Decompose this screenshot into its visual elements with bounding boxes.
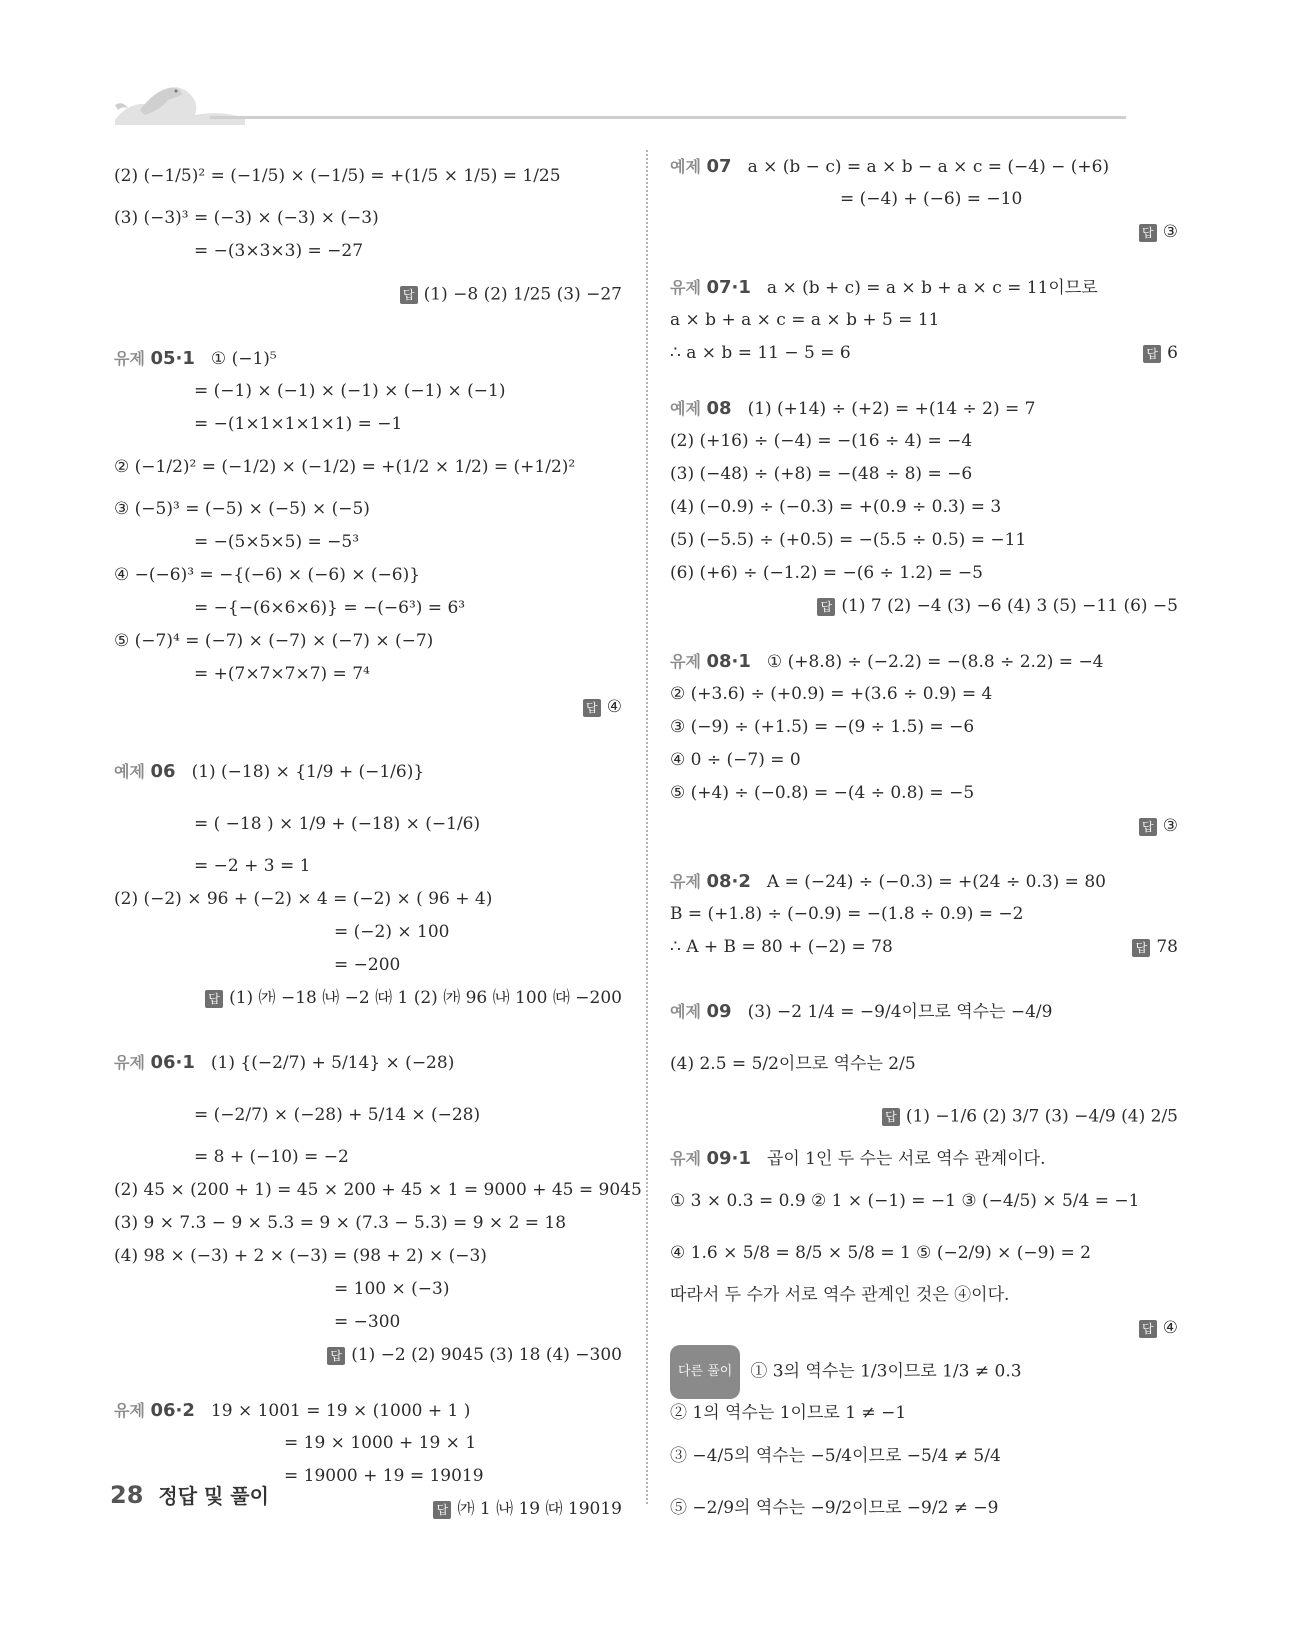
answer-line — [114, 691, 622, 724]
solution-line — [114, 1089, 622, 1141]
spacer — [670, 964, 1178, 986]
solution-line — [670, 392, 1178, 425]
answer-text: ④ — [606, 697, 622, 717]
answer — [1139, 216, 1178, 249]
math-text: (2) (−2) × 96 + (−2) × 4 = (−2) × ( 96 + 4) — [114, 889, 493, 909]
math-text: 19 × 1001 = 19 × (1000 + 1 ) — [210, 1401, 471, 1421]
solution-line — [670, 458, 1178, 491]
problem-label — [670, 1002, 732, 1021]
answer-line — [114, 982, 622, 1015]
math-text: = −{−(6×6×6)} = −(−6³) = 6³ — [194, 598, 466, 618]
solution-line — [114, 493, 622, 526]
solution-line — [114, 949, 622, 982]
solution-line — [114, 150, 622, 202]
solution-line — [670, 986, 1178, 1038]
answer — [1132, 931, 1178, 964]
solution-line — [670, 183, 1178, 216]
math-text: = −2 + 3 = 1 — [194, 856, 311, 876]
answer-mark-icon: 답 — [1139, 224, 1157, 242]
math-text: ① 3의 역수는 1/3이므로 1/3 ≠ 0.3 — [750, 1361, 1022, 1382]
solution-line — [670, 271, 1178, 304]
answer — [205, 982, 622, 1015]
answer-mark-icon: 답 — [433, 1501, 451, 1519]
solution-line — [670, 711, 1178, 744]
math-text: = +(7×7×7×7) = 7⁴ — [194, 664, 370, 684]
solution-line — [670, 865, 1178, 898]
answer-text: (1) −1/6 (2) 3/7 (3) −4/9 (4) 2/5 — [905, 1106, 1178, 1127]
math-text: ⑤ (+4) ÷ (−0.8) = −(4 ÷ 0.8) = −5 — [670, 783, 975, 803]
spacer — [670, 843, 1178, 865]
problem-type: 유제 — [670, 872, 701, 891]
math-text: ② (−1/2)² = (−1/2) × (−1/2) = +(1/2 × 1/2) = (+1/2)² — [114, 457, 576, 477]
answer-mark-icon: 답 — [400, 286, 418, 304]
problem-type: 유제 — [114, 1401, 145, 1420]
answer-text: (1) −2 (2) 9045 (3) 18 (4) −300 — [351, 1345, 622, 1365]
math-text: B = (+1.8) ÷ (−0.9) = −(1.8 ÷ 0.9) = −2 — [670, 904, 1024, 924]
solution-line — [114, 375, 622, 408]
answer-text: (1) ㈎ −18 ㈏ −2 ㈐ 1 (2) ㈎ 96 ㈏ 100 ㈐ −200 — [229, 988, 622, 1008]
math-text: 따라서 두 수가 서로 역수 관계인 것은 ④이다. — [670, 1285, 1010, 1305]
problem-type: 유제 — [114, 349, 145, 368]
math-text: ③ (−9) ÷ (+1.5) = −(9 ÷ 1.5) = −6 — [670, 717, 975, 737]
math-text: (6) (+6) ÷ (−1.2) = −(6 ÷ 1.2) = −5 — [670, 563, 983, 583]
math-text: ① (+8.8) ÷ (−2.2) = −(8.8 ÷ 2.2) = −4 — [766, 652, 1104, 672]
answer-mark-icon: 답 — [817, 598, 835, 616]
solution-line — [114, 1427, 622, 1460]
solution-line — [114, 1207, 622, 1240]
answer-text: 78 — [1156, 937, 1178, 957]
math-text: = 100 × (−3) — [334, 1279, 450, 1299]
math-text: (2) (+16) ÷ (−4) = −(16 ÷ 4) = −4 — [670, 431, 973, 451]
solution-line — [670, 931, 1178, 964]
answer — [583, 691, 622, 724]
problem-label — [670, 1149, 751, 1168]
math-text: (1) (+14) ÷ (+2) = +(14 ÷ 2) = 7 — [747, 399, 1036, 419]
answer-mark-icon: 답 — [583, 699, 601, 717]
problem-number: 06 — [150, 761, 176, 782]
math-text: ② (+3.6) ÷ (+0.9) = +(3.6 ÷ 0.9) = 4 — [670, 684, 993, 704]
problem-label — [670, 157, 732, 176]
solution-line — [114, 798, 622, 850]
answer — [1139, 810, 1178, 843]
page-footer — [110, 1480, 269, 1509]
solution-line — [114, 235, 622, 268]
solution-line — [114, 883, 622, 916]
solution-line — [670, 1279, 1178, 1312]
solution-line — [670, 1175, 1178, 1227]
math-text: (1) {(−2/7) + 5/14} × (−28) — [210, 1053, 455, 1073]
column-divider — [646, 150, 648, 1504]
solution-line — [670, 1038, 1178, 1090]
math-text: A = (−24) ÷ (−0.3) = +(24 ÷ 0.3) = 80 — [766, 872, 1106, 892]
solution-line — [670, 150, 1178, 183]
problem-number: 07 — [706, 156, 732, 177]
answer-line — [670, 1090, 1178, 1142]
answer — [433, 1493, 622, 1526]
problem-label — [114, 1401, 195, 1420]
problem-number: 06·1 — [150, 1052, 195, 1073]
answer-mark-icon: 답 — [205, 990, 223, 1008]
math-text: = −300 — [334, 1312, 401, 1332]
problem-number: 06·2 — [150, 1400, 195, 1421]
solution-line — [114, 658, 622, 691]
math-text: ⑤ (−7)⁴ = (−7) × (−7) × (−7) × (−7) — [114, 631, 434, 651]
problem-type: 유제 — [670, 1149, 701, 1168]
spacer — [670, 370, 1178, 392]
problem-type: 유제 — [670, 652, 701, 671]
solution-line — [114, 526, 622, 559]
solution-line — [670, 1482, 1178, 1534]
problem-type: 예제 — [670, 399, 701, 418]
answer-text: ③ — [1162, 222, 1178, 242]
solution-line — [670, 337, 1178, 370]
right-column — [670, 150, 1178, 1534]
spacer — [114, 724, 622, 746]
solution-line — [114, 1306, 622, 1339]
math-text: = −(3×3×3) = −27 — [194, 241, 364, 261]
problem-type: 예제 — [114, 762, 145, 781]
solution-line — [670, 1430, 1178, 1482]
solution-line — [114, 1174, 642, 1207]
math-text: (5) (−5.5) ÷ (+0.5) = −(5.5 ÷ 0.5) = −11 — [670, 530, 1027, 550]
solution-line — [114, 202, 622, 235]
solution-line — [670, 1397, 1178, 1430]
math-text: ① (−1)⁵ — [210, 349, 277, 369]
answer-line — [670, 590, 1178, 623]
answer-text: ㈎ 1 ㈏ 19 ㈐ 19019 — [457, 1499, 622, 1519]
answer — [817, 590, 1178, 623]
spacer — [114, 320, 622, 342]
solution-line — [114, 1273, 622, 1306]
answer — [882, 1090, 1178, 1143]
spacer — [114, 1372, 622, 1394]
problem-label — [670, 278, 751, 297]
math-text: ∴ a × b = 11 − 5 = 6 — [670, 343, 851, 363]
answer-mark-icon: 답 — [1139, 818, 1157, 836]
answer-text: 6 — [1167, 343, 1178, 363]
solution-line — [114, 592, 622, 625]
solution-line — [670, 1345, 1178, 1397]
problem-type: 유제 — [114, 1053, 145, 1072]
answer-text: ③ — [1162, 816, 1178, 836]
math-text: = −(1×1×1×1×1) = −1 — [194, 414, 403, 434]
math-text: (3) (−3)³ = (−3) × (−3) × (−3) — [114, 208, 379, 228]
answer-text: (1) −8 (2) 1/25 (3) −27 — [423, 284, 622, 305]
math-text: = 8 + (−10) = −2 — [194, 1147, 349, 1167]
solution-line — [670, 304, 1178, 337]
solution-line — [670, 491, 1178, 524]
solution-line — [114, 559, 622, 592]
solution-line — [670, 898, 1178, 931]
math-text: ④ −(−6)³ = −{(−6) × (−6) × (−6)} — [114, 565, 421, 585]
math-text: ③ (−5)³ = (−5) × (−5) × (−5) — [114, 499, 370, 519]
answer-line — [114, 268, 622, 320]
spacer — [670, 249, 1178, 271]
solution-line — [670, 557, 1178, 590]
answer — [327, 1339, 622, 1372]
solution-line — [114, 1141, 622, 1174]
answer-text: (1) 7 (2) −4 (3) −6 (4) 3 (5) −11 (6) −5 — [841, 596, 1178, 616]
math-text: = (−2/7) × (−28) + 5/14 × (−28) — [194, 1105, 481, 1125]
math-text: = (−1) × (−1) × (−1) × (−1) × (−1) — [194, 381, 506, 401]
solution-line — [114, 850, 622, 883]
math-text: (3) −2 1/4 = −9/4이므로 역수는 −4/9 — [747, 1002, 1053, 1022]
solution-line — [114, 916, 622, 949]
solution-line — [114, 746, 622, 798]
problem-type: 예제 — [670, 1002, 701, 1021]
problem-label — [114, 762, 176, 781]
answer-mark-icon: 답 — [882, 1108, 900, 1126]
answer-mark-icon: 답 — [1132, 939, 1150, 957]
solution-line — [670, 678, 1178, 711]
math-text: = 19000 + 19 = 19019 — [284, 1466, 484, 1486]
answer-line — [670, 216, 1178, 249]
math-text: = −200 — [334, 955, 401, 975]
math-text: a × (b − c) = a × b − a × c = (−4) − (+6) — [747, 157, 1110, 177]
problem-number: 08·1 — [706, 651, 751, 672]
answer-mark-icon: 답 — [1139, 1320, 1157, 1338]
math-text: ⑤ −2/9의 역수는 −9/2이므로 −9/2 ≠ −9 — [670, 1498, 999, 1518]
math-text: (4) 2.5 = 5/2이므로 역수는 2/5 — [670, 1054, 916, 1074]
solution-line — [114, 1394, 622, 1427]
math-text: (2) 45 × (200 + 1) = 45 × 200 + 45 × 1 = 9000 + 45 = 9045 — [114, 1180, 642, 1200]
solution-line — [670, 1142, 1178, 1175]
problem-label — [670, 652, 751, 671]
solution-line — [114, 408, 622, 441]
problem-label — [114, 349, 195, 368]
math-text: ② 1의 역수는 1이므로 1 ≠ −1 — [670, 1403, 907, 1423]
solution-line — [670, 645, 1178, 678]
problem-label — [670, 399, 732, 418]
math-text: (3) (−48) ÷ (+8) = −(48 ÷ 8) = −6 — [670, 464, 973, 484]
problem-type: 예제 — [670, 157, 701, 176]
math-text: = 19 × 1000 + 19 × 1 — [284, 1433, 477, 1453]
math-text: ③ −4/5의 역수는 −5/4이므로 −5/4 ≠ 5/4 — [670, 1446, 1001, 1466]
header-rule — [210, 116, 1126, 119]
answer-text: ④ — [1162, 1318, 1178, 1338]
math-text: ④ 1.6 × 5/8 = 8/5 × 5/8 = 1 ⑤ (−2/9) × (−9) = 2 — [670, 1243, 1091, 1263]
math-text: = (−2) × 100 — [334, 922, 450, 942]
problem-number: 09·1 — [706, 1148, 751, 1169]
math-text: ① 3 × 0.3 = 0.9 ② 1 × (−1) = −1 ③ (−4/5) × 5/4 = −1 — [670, 1191, 1140, 1211]
answer — [1143, 337, 1178, 370]
math-text: (3) 9 × 7.3 − 9 × 5.3 = 9 × (7.3 − 5.3) = 9 × 2 = 18 — [114, 1213, 567, 1233]
solution-line — [114, 1240, 622, 1273]
problem-number: 08 — [706, 398, 732, 419]
math-text: a × (b + c) = a × b + a × c = 11이므로 — [766, 278, 1098, 298]
solution-line — [114, 625, 622, 658]
alt-solution-badge: 다른 풀이 — [670, 1345, 740, 1399]
solution-line — [114, 342, 622, 375]
math-text: = (−4) + (−6) = −10 — [840, 189, 1023, 209]
problem-number: 05·1 — [150, 348, 195, 369]
solution-line — [670, 777, 1178, 810]
spacer — [114, 1015, 622, 1037]
math-text: = ( −18 ) × 1/9 + (−18) × (−1/6) — [194, 814, 481, 834]
solution-line — [670, 524, 1178, 557]
math-text: (4) (−0.9) ÷ (−0.3) = +(0.9 ÷ 0.3) = 3 — [670, 497, 1002, 517]
solution-line — [670, 1227, 1178, 1279]
solution-line — [114, 1037, 622, 1089]
solution-line — [670, 744, 1178, 777]
left-column — [114, 150, 642, 1526]
answer-line — [114, 1339, 622, 1372]
answer-line — [670, 1312, 1178, 1345]
math-text: 곱이 1인 두 수는 서로 역수 관계이다. — [766, 1149, 1046, 1169]
math-text: a × b + a × c = a × b + 5 = 11 — [670, 310, 940, 330]
answer — [1139, 1312, 1178, 1345]
math-text: = −(5×5×5) = −5³ — [194, 532, 360, 552]
problem-type: 유제 — [670, 278, 701, 297]
solution-line — [114, 441, 622, 493]
solution-line — [670, 425, 1178, 458]
math-text: (1) (−18) × {1/9 + (−1/6)} — [191, 762, 425, 782]
problem-number: 08·2 — [706, 871, 751, 892]
problem-label — [114, 1053, 195, 1072]
math-text: ④ 0 ÷ (−7) = 0 — [670, 750, 801, 770]
math-text: (4) 98 × (−3) + 2 × (−3) = (98 + 2) × (−3) — [114, 1246, 487, 1266]
spacer — [670, 623, 1178, 645]
answer-mark-icon: 답 — [1143, 345, 1161, 363]
answer-line — [670, 810, 1178, 843]
answer — [400, 268, 622, 321]
footer-title: 정답 및 풀이 — [158, 1484, 269, 1508]
problem-number: 09 — [706, 1001, 732, 1022]
problem-number: 07·1 — [706, 277, 751, 298]
math-text: (2) (−1/5)² = (−1/5) × (−1/5) = +(1/5 × 1/5) = 1/25 — [114, 166, 561, 186]
math-text: ∴ A + B = 80 + (−2) = 78 — [670, 937, 893, 957]
page-number: 28 — [110, 1481, 144, 1509]
problem-label — [670, 872, 751, 891]
answer-mark-icon: 답 — [327, 1347, 345, 1365]
